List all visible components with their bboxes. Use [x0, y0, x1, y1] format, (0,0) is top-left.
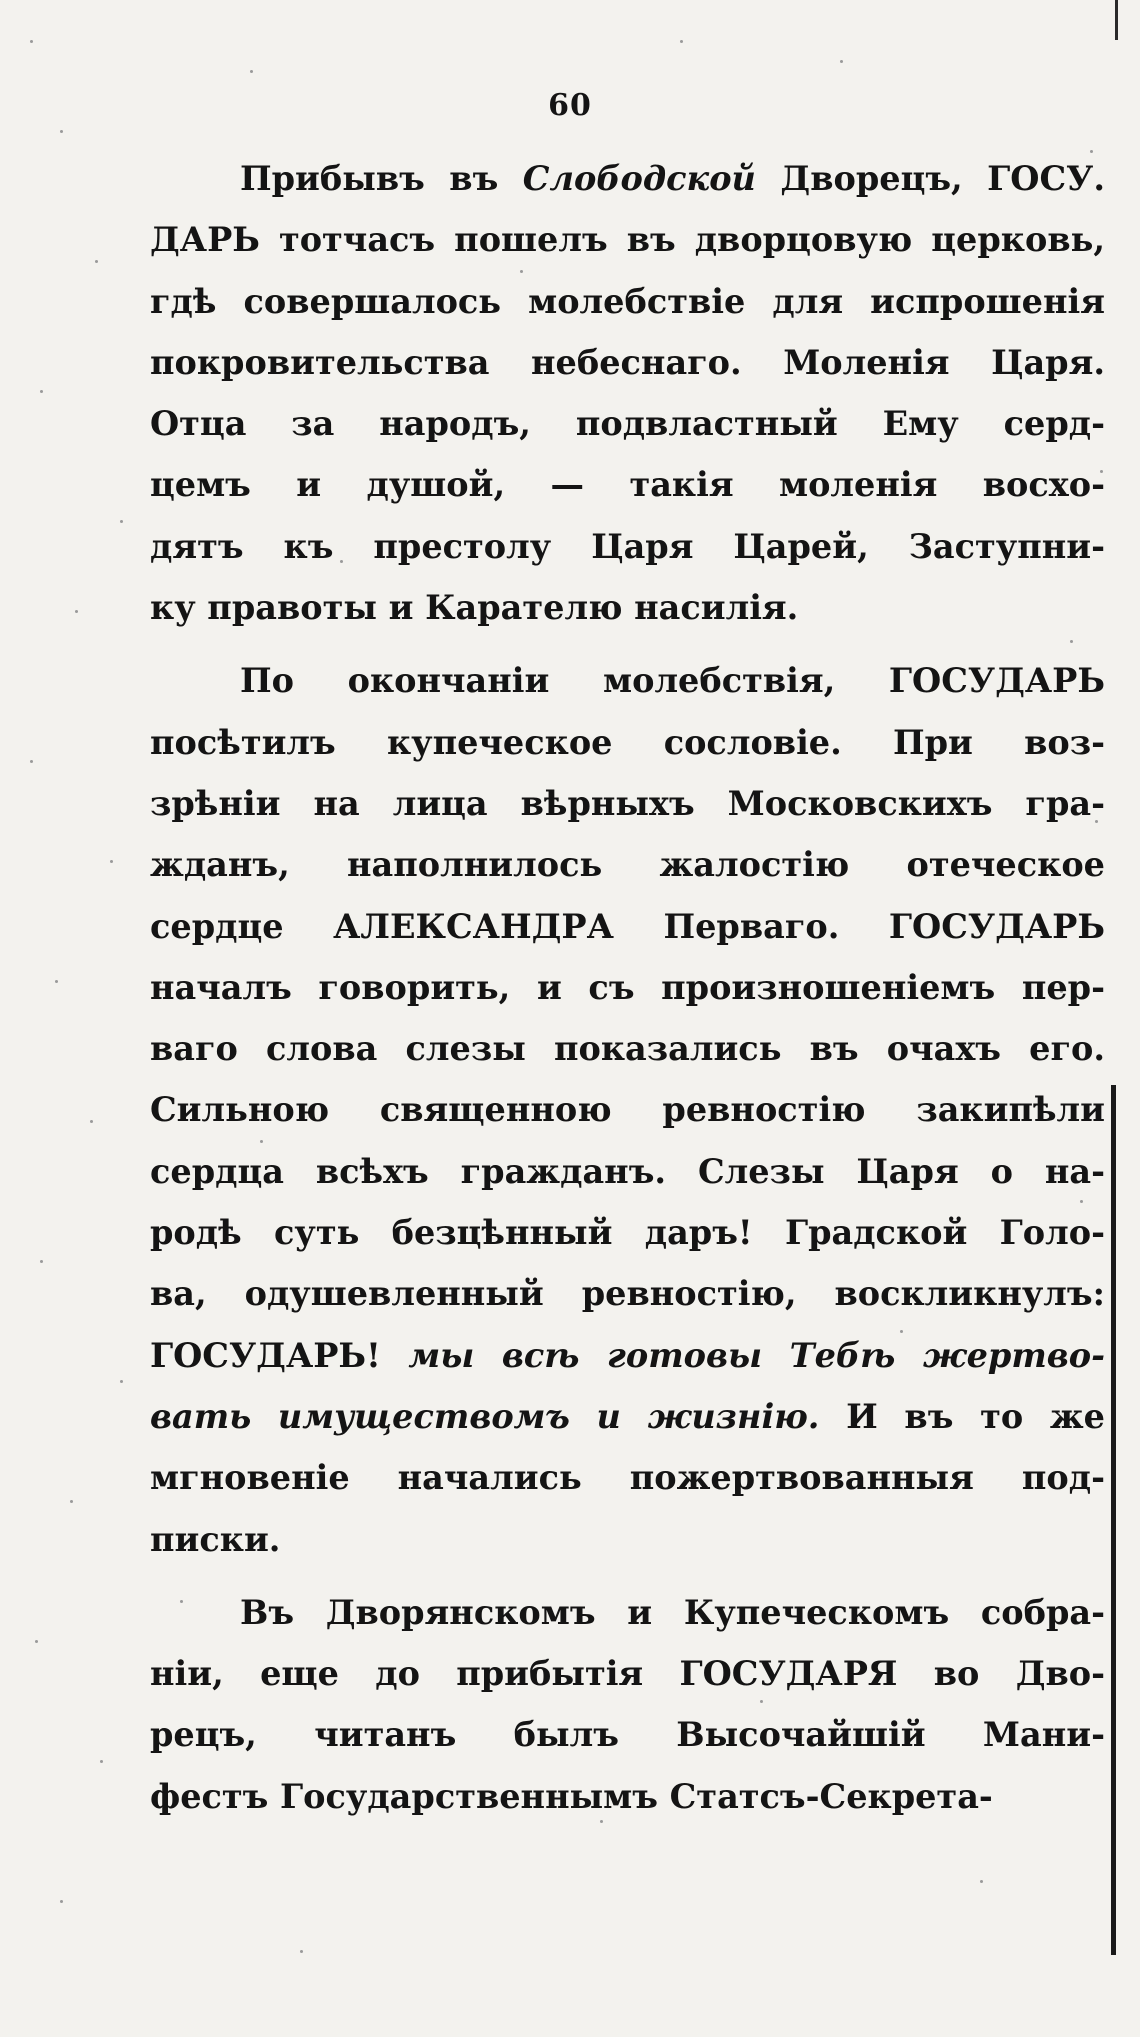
speck: [120, 520, 123, 523]
speck: [60, 130, 63, 133]
paragraph: [150, 650, 1105, 1569]
line-segment: ніи, еще до прибытія ГОСУДАРЯ во Дво-: [150, 1654, 1105, 1694]
text-line: [150, 1079, 1105, 1140]
line-segment: По окончаніи молебствія, ГОСУДАРЬ: [240, 661, 1105, 701]
speck: [120, 1380, 123, 1383]
text-line: [150, 1325, 1105, 1386]
line-segment: началъ говорить, и съ произношеніемъ пер-: [150, 967, 1105, 1007]
page-number: 60: [548, 88, 592, 123]
text-line: [150, 1643, 1105, 1704]
line-segment: покровительства небеснаго. Моленія Царя.: [150, 342, 1105, 382]
line-segment: И въ то же: [819, 1396, 1105, 1436]
line-segment: Сильною священною ревностію закипѣли: [150, 1090, 1105, 1130]
line-segment: сердце АЛЕКСАНДРА Перваго. ГОСУДАРЬ: [150, 906, 1105, 946]
speck: [300, 1950, 303, 1953]
line-segment: цемъ и душой, — такія моленія восхо-: [150, 465, 1105, 505]
text-line: [150, 834, 1105, 895]
line-segment: дятъ къ престолу Царя Царей, Заступни-: [150, 526, 1105, 566]
line-segment: Въ Дворянскомъ и Купеческомъ собра-: [240, 1592, 1105, 1632]
text-line: [150, 1202, 1105, 1263]
speck: [110, 860, 113, 863]
line-segment: зрѣніи на лица вѣрныхъ Московскихъ гра-: [150, 783, 1105, 823]
line-segment: ДАРЬ тотчасъ пошелъ въ дворцовую церковь,: [150, 220, 1105, 260]
line-segment: ГОСУДАРЬ!: [150, 1335, 409, 1375]
speck: [60, 1900, 63, 1903]
text-line: [150, 1582, 1105, 1643]
line-segment: Прибывъ въ: [240, 159, 523, 198]
text-line: [150, 650, 1105, 711]
line-segment: ваго слова слезы показались въ очахъ его.: [150, 1029, 1105, 1069]
line-segment: Дворецъ, ГОСУ.: [755, 159, 1105, 198]
speck: [40, 1260, 43, 1263]
speck: [90, 1120, 93, 1123]
text-line: [150, 1509, 1105, 1570]
speck: [30, 760, 33, 763]
line-segment: Слободской: [522, 159, 756, 198]
speck: [840, 60, 843, 63]
text-line: [150, 577, 1105, 638]
text-line: [150, 148, 1105, 209]
speck: [680, 40, 683, 43]
text-line: [150, 1704, 1105, 1765]
speck: [75, 610, 78, 613]
page-edge-rule: [1111, 1085, 1116, 1955]
speck: [55, 980, 58, 983]
speck: [70, 1500, 73, 1503]
line-segment: ва, одушевленный ревностію, воскликнулъ:: [150, 1274, 1105, 1314]
line-segment: фестъ Государственнымъ Статсъ-Секрета-: [150, 1776, 993, 1816]
line-segment: ку правоты и Карателю насилія.: [150, 588, 799, 628]
speck: [30, 40, 33, 43]
speck: [100, 1760, 103, 1763]
text-line: [150, 1018, 1105, 1079]
paragraph: [150, 148, 1105, 638]
text-line: [150, 896, 1105, 957]
text-line: [150, 712, 1105, 773]
text-line: [150, 1386, 1105, 1447]
text-line: [150, 773, 1105, 834]
line-segment: мы всѣ готовы Тебѣ жертво-: [408, 1335, 1105, 1375]
text-line: [150, 1766, 1105, 1827]
text-line: [150, 1263, 1105, 1324]
body-text: [150, 148, 1105, 1827]
line-segment: мгновеніе начались пожертвованныя под-: [150, 1458, 1105, 1498]
speck: [980, 1880, 983, 1883]
speck: [35, 1640, 38, 1643]
line-segment: Отца за народъ, подвластный Ему серд-: [150, 404, 1105, 444]
line-segment: рецъ, читанъ былъ Высочайшій Мани-: [150, 1715, 1105, 1755]
line-segment: родѣ суть безцѣнный даръ! Градской Голо-: [150, 1213, 1105, 1253]
line-segment: жданъ, наполнилось жалостію отеческое: [150, 845, 1105, 885]
speck: [95, 260, 98, 263]
speck: [40, 390, 43, 393]
edge-rule-top: [1115, 0, 1118, 40]
text-line: [150, 393, 1105, 454]
speck: [250, 70, 253, 73]
text-line: [150, 1447, 1105, 1508]
text-line: [150, 209, 1105, 270]
text-line: [150, 454, 1105, 515]
line-segment: сердца всѣхъ гражданъ. Слезы Царя о на-: [150, 1151, 1105, 1191]
paragraph: [150, 1582, 1105, 1827]
line-segment: гдѣ совершалось молебствіе для испрошенія: [150, 281, 1105, 321]
line-segment: писки.: [150, 1519, 281, 1559]
text-line: [150, 1141, 1105, 1202]
text-line: [150, 957, 1105, 1018]
line-segment: посѣтилъ купеческое сословіе. При воз-: [150, 722, 1105, 762]
line-segment: вать имуществомъ и жизнію.: [150, 1396, 820, 1436]
text-line: [150, 516, 1105, 577]
text-line: [150, 271, 1105, 332]
text-line: [150, 332, 1105, 393]
